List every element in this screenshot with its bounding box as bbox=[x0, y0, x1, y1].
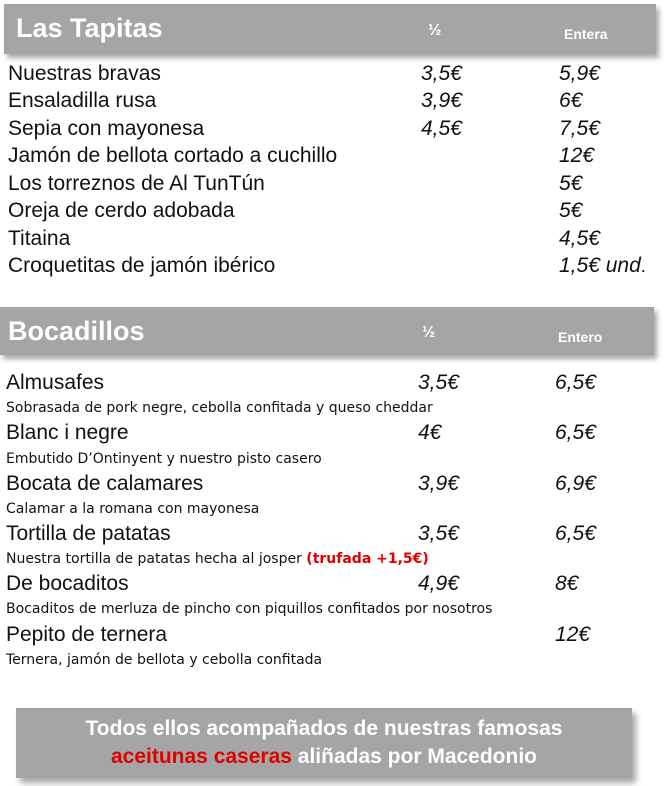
tapita-name: Croquetitas de jamón ibérico bbox=[8, 254, 276, 277]
tapitas-col-half: ½ bbox=[428, 22, 442, 39]
bocadillo-price-full: 6,5€ bbox=[555, 522, 596, 545]
olives-footer-note bbox=[16, 708, 632, 778]
tapita-price-full: 7,5€ bbox=[559, 117, 600, 140]
bocadillo-name: Almusafes bbox=[6, 371, 105, 394]
tapita-name: Nuestras bravas bbox=[8, 62, 161, 85]
bocadillo-name: Bocata de calamares bbox=[6, 472, 204, 495]
bocadillo-desc-text: Nuestra tortilla de patatas hecha al josper bbox=[6, 551, 307, 567]
bocadillo-price-half: 4€ bbox=[418, 421, 442, 444]
bocadillo-desc bbox=[6, 551, 429, 567]
bocadillo-price-full: 12€ bbox=[555, 623, 591, 646]
tapita-price-half: 3,9€ bbox=[421, 89, 462, 112]
bocadillo-price-full: 6,9€ bbox=[555, 472, 596, 495]
tapita-price-unit: . bbox=[640, 256, 646, 276]
bocadillos-header bbox=[0, 307, 654, 355]
footer-highlight: aceitunas caseras bbox=[110, 745, 292, 768]
bocadillo-price-half: 3,9€ bbox=[418, 472, 459, 495]
footer-line-2-rest: aliñadas por Macedonio bbox=[291, 745, 538, 768]
bocadillo-desc: Calamar a la romana con mayonesa bbox=[6, 501, 260, 517]
tapita-price-full: 12€ bbox=[559, 144, 595, 167]
tapitas-row bbox=[0, 172, 670, 198]
bocadillos-col-half: ½ bbox=[422, 324, 436, 341]
tapita-name: Jamón de bellota cortado a cuchillo bbox=[8, 144, 338, 167]
tapitas-title: Las Tapitas bbox=[16, 13, 163, 43]
tapitas-row bbox=[0, 199, 670, 225]
tapita-name: Oreja de cerdo adobada bbox=[8, 199, 235, 222]
tapitas-header bbox=[4, 4, 656, 54]
bocadillo-name: De bocaditos bbox=[6, 572, 129, 595]
tapita-name: Ensaladilla rusa bbox=[8, 89, 157, 112]
bocadillo-desc: Embutido D’Ontinyent y nuestro pisto casero bbox=[6, 451, 322, 467]
tapita-price-full: 5€ bbox=[559, 172, 583, 195]
bocadillo-name: Blanc i negre bbox=[6, 421, 129, 444]
tapita-name: Titaina bbox=[8, 227, 71, 250]
bocadillos-title: Bocadillos bbox=[8, 316, 145, 346]
bocadillo-price-full: 6,5€ bbox=[555, 371, 596, 394]
tapita-price-full bbox=[559, 254, 646, 278]
bocadillo-desc: Bocaditos de merluza de pincho con piquillos confitados por nosotros bbox=[6, 601, 493, 617]
bocadillo-price-half: 3,5€ bbox=[418, 371, 459, 394]
tapitas-row bbox=[0, 227, 670, 253]
bocadillo-name: Pepito de ternera bbox=[6, 623, 168, 646]
tapita-price-half: 4,5€ bbox=[421, 117, 462, 140]
footer-line-2 bbox=[16, 743, 632, 771]
truffle-extra-note: (trufada +1,5€) bbox=[306, 551, 429, 567]
tapita-price-value: 1,5€ und bbox=[559, 254, 641, 277]
tapitas-row bbox=[0, 89, 670, 115]
footer-line-1: Todos ellos acompañados de nuestras famosas bbox=[85, 717, 563, 740]
tapita-price-full: 6€ bbox=[559, 89, 583, 112]
tapita-price-half: 3,5€ bbox=[421, 62, 462, 85]
tapitas-col-full: Entera bbox=[564, 26, 608, 42]
tapitas-row bbox=[0, 117, 670, 143]
tapita-price-full: 4,5€ bbox=[559, 227, 600, 250]
bocadillos-col-full: Entero bbox=[558, 329, 603, 345]
tapita-price-full: 5,9€ bbox=[559, 62, 600, 85]
tapitas-row bbox=[0, 144, 670, 170]
tapitas-row bbox=[0, 62, 670, 88]
bocadillo-price-half: 4,9€ bbox=[418, 572, 459, 595]
bocadillo-price-full: 6,5€ bbox=[555, 421, 596, 444]
bocadillo-price-half: 3,5€ bbox=[418, 522, 459, 545]
tapita-name: Los torreznos de Al TunTún bbox=[8, 172, 265, 195]
bocadillo-desc: Ternera, jamón de bellota y cebolla confitada bbox=[6, 652, 323, 668]
tapita-name: Sepia con mayonesa bbox=[8, 117, 205, 140]
tapitas-row bbox=[0, 254, 670, 280]
bocadillo-name: Tortilla de patatas bbox=[6, 522, 171, 545]
bocadillo-desc: Sobrasada de pork negre, cebolla confitada y queso cheddar bbox=[6, 400, 433, 416]
bocadillo-price-full: 8€ bbox=[555, 572, 579, 595]
tapita-price-full: 5€ bbox=[559, 199, 583, 222]
